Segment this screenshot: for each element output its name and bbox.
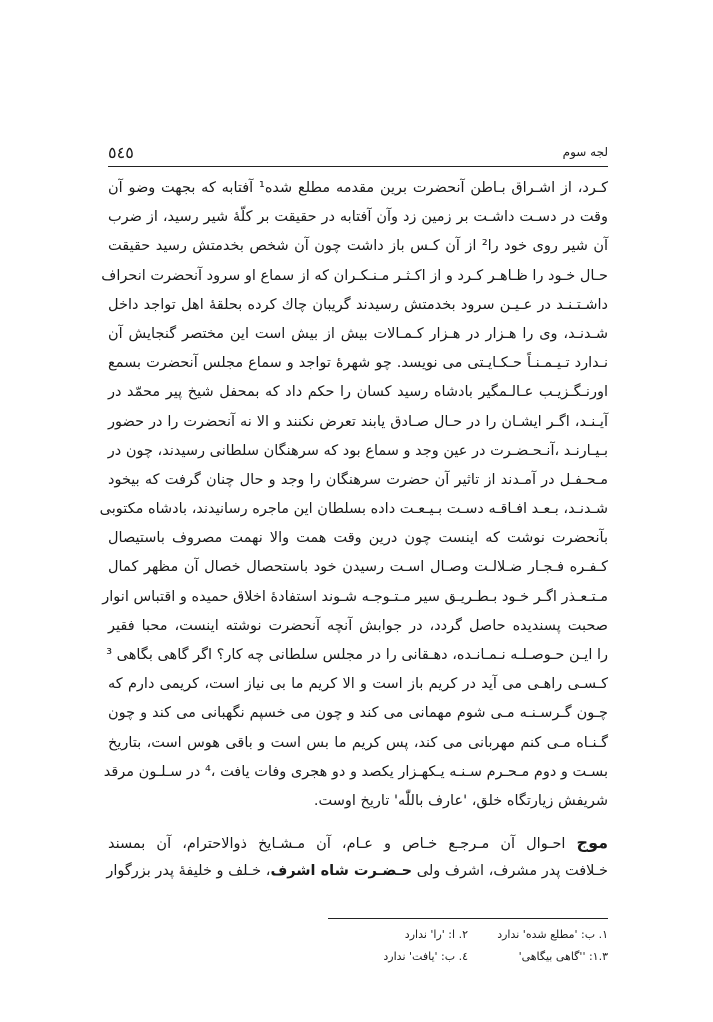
text-line: بـیـارنـد ،آنـحـضـرت در عین وجد و سماع بود که سرهنگان سلطانی رسیدند، چون در [107, 442, 608, 459]
footnote: ١.٣: ''گاهی بیگاهی' [518, 950, 608, 963]
text-line [108, 857, 608, 886]
text-line: بسـت و دوم مـحـرم سـنـه یـکهـزار یکصد و دو هجری وفات یافت ،⁴ در سـلـون مرقد [103, 763, 608, 780]
running-head: لجه سوم [562, 145, 608, 159]
page-number: ٥٤٥ [108, 143, 134, 162]
text-line: آیـنـد، اگـر ایشـان را در حـال صـادق یابند تعرض نکنند و الا نه آنحضرت را در حضور [108, 413, 608, 430]
text-segment: احـوال آن مـرجـع خـاص و عـام، آن مـشـایخ ذوالاحترام، آن بمسند [108, 836, 566, 853]
text-line: حـال خـود را ظـاهـر کـرد و از اکـثـر مـنـکـران که از سماع او سرود آنحضرت انحراف [101, 267, 608, 284]
text-line: داشـتـنـد در عـیـن سرود بخدمتش رسیدند گریبان چاك کرده بحلقهٔ اهل تواجد داخل [108, 296, 608, 313]
text-segment: خـلافت پدر مشرف، اشرف ولی [416, 863, 608, 880]
text-line: کـفـره فـجـار ضـلالـت وصـال اسـت رسیدن خود باستحصال خصال آن مظهر کمال [108, 559, 608, 576]
text-line: کـسـی راهـی می آید در کریم باز است و الا کریم ما بی نیاز است، کریمی دارم که [108, 676, 608, 693]
text-line: شـدنـد، وی را هـزار در هـزار کـمـالات بیش از بیش است این مختصر گنجایش آن [108, 325, 608, 342]
footnotes [328, 924, 608, 968]
text-line: چـون گـرسـنـه مـی شوم مهمانی می کند و چون می خسپم نگهبانی می کند و چون [108, 705, 608, 722]
text-line: کـرد، از اشـراق بـاطن آنحضرت برین مقدمه مطلع شده¹ آفتابه که بجهت وضو آن [108, 180, 608, 196]
text-line: مـحـفـل در آمـدند از تاثیر آن حضرت سرهنگان را وجد و حال چنان گرفت که بیخود [108, 471, 608, 488]
text-line: اورنـگـزیـب عـالـمگیر بادشاه رسید کسان را حکم داد که بمحفل شیخ پیر محمّد در [108, 384, 608, 401]
text-line: نـدارد تـیـمـنـاً حـکـایـتی می نویسد. چو شهرهٔ تواجد و سماع مجلس آنحضرت بسمع [108, 355, 608, 372]
footnote-row [328, 946, 608, 968]
bold-name: حـضـرت شاه اشرف [270, 863, 413, 880]
main-text [99, 174, 608, 887]
text-line [108, 828, 608, 857]
text-line: صحبت پسندیده حاصل گردد، در جوابش آنچه آنحضرت نوشته اینست، محبا فقیر [108, 617, 608, 634]
text-line: گـنـاه مـی کنم مهربانی می کند، پس کریم ما بس است و باقی هوس است، بتاریخ [108, 734, 608, 751]
text-line: شریفش زیارتگاه خلق، 'عارف باللّٰه' تاریخ اوست. [313, 792, 608, 809]
text-line: را ایـن حـوصـلـه نـمـانـده، دهـقانی را در مجلس سلطانی چه کار؟ اگر گاهی بگاهی ³ [106, 647, 608, 663]
footnote-rule [328, 918, 608, 919]
text-line: آن شیر روی خود را² از آن کـس باز داشت چون آن شخص بخدمتش رسید حقیقت [108, 238, 608, 255]
paragraph-gap [108, 816, 608, 828]
text-line: مـتـعـذر اگـر خـود بـطـریـق سیر مـتـوجـه شـوند استفادهٔ اخلاق حمیده و اقتباس انوار [102, 588, 608, 605]
text-line: وقت در دسـت داشـت بر زمین زد وآن آفتابه در حقیقت بر کلّهٔ شیر رسید، از ضرب [108, 209, 608, 226]
text-segment: ، خـلف و خلیفهٔ پدر بزرگوار [106, 863, 271, 880]
page-header [108, 143, 608, 167]
header-rule [108, 166, 608, 167]
footnote: ١. ب: 'مطلع شده' ندارد [497, 928, 608, 941]
footnote: ٤. ب: 'یافت' ندارد [383, 950, 468, 963]
text-line: بآنحضرت نوشت که اینست چون درین وقت همت والا نهمت مصروف باستیصال [108, 530, 608, 547]
text-line: شـدنـد، بـعـد افـاقـه دسـت بـیـعـت داده بسلطان این ماجره رسانیدند، بادشاه مکتوبی [99, 501, 608, 518]
footnote: ٢. ا: 'را' ندارد [404, 928, 468, 941]
footnote-row [328, 924, 608, 946]
section-heading-word: موج [576, 833, 608, 853]
